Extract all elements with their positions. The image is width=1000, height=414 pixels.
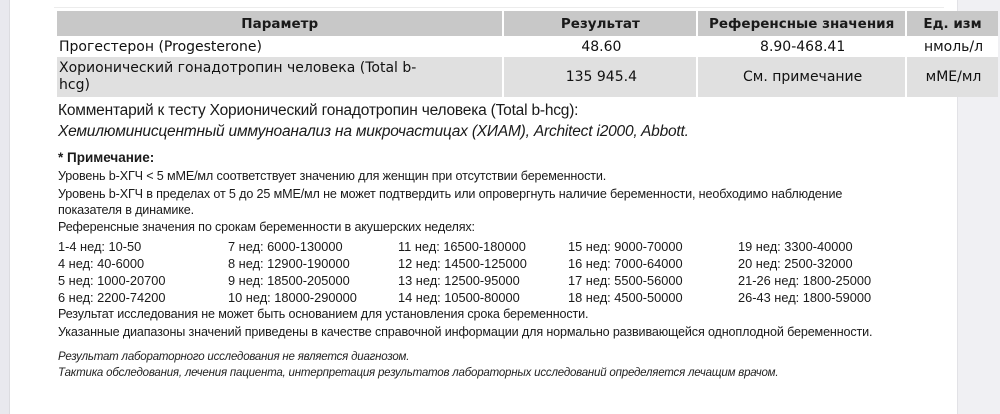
footer-disclaimer: Тактика обследования, лечения пациента, интерпретация результатов лабораторных исследований определяется лечащим врачом. — [58, 367, 779, 379]
table-row — [57, 36, 998, 57]
week-range: 16 нед: 7000-64000 — [568, 256, 683, 271]
week-range: 8 нед: 12900-190000 — [228, 256, 350, 271]
cell-parameter: Хорионический гонадотропин человека (Total b-hcg) — [57, 57, 502, 97]
note-title: * Примечание: — [58, 150, 155, 165]
cell-unit: мМЕ/мл — [907, 57, 998, 97]
week-range: 4 нед: 40-6000 — [58, 256, 145, 271]
left-page-edge — [0, 0, 10, 414]
results-table — [55, 11, 1000, 97]
note-line: Указанные диапазоны значений приведены в качестве справочной информации для нормально развивающейся одноплодной беременности. — [58, 325, 873, 339]
note-line: Результат исследования не может быть основанием для установления срока беременности. — [58, 307, 589, 321]
week-range: 15 нед: 9000-70000 — [568, 239, 683, 254]
header-reference: Референсные значения — [698, 11, 905, 36]
week-range: 20 нед: 2500-32000 — [738, 256, 853, 271]
week-range: 10 нед: 18000-290000 — [228, 290, 357, 305]
week-range: 6 нед: 2200-74200 — [58, 290, 166, 305]
week-range: 12 нед: 14500-125000 — [398, 256, 527, 271]
note-line: Уровень b-ХГЧ в пределах от 5 до 25 мМЕ/мл не может подтвердить или опровергнуть наличие беременности, необходимо наблюдение — [58, 187, 843, 201]
cell-reference: См. примечание — [698, 57, 905, 97]
week-range: 1-4 нед: 10-50 — [58, 239, 142, 254]
week-range: 5 нед: 1000-20700 — [58, 273, 166, 288]
table-row — [57, 57, 998, 97]
cell-result: 48.60 — [504, 36, 696, 57]
week-range: 18 нед: 4500-50000 — [568, 290, 683, 305]
header-unit: Ед. изм — [907, 11, 998, 36]
week-range: 13 нед: 12500-95000 — [398, 273, 520, 288]
header-result: Результат — [504, 11, 696, 36]
footer-disclaimer: Результат лабораторного исследования не является диагнозом. — [58, 351, 410, 363]
test-comment-title: Комментарий к тесту Хорионический гонадотропин человека (Total b-hcg): — [58, 102, 579, 119]
cell-reference: 8.90-468.41 — [698, 36, 905, 57]
week-range: 9 нед: 18500-205000 — [228, 273, 350, 288]
week-range: 11 нед: 16500-180000 — [398, 239, 526, 254]
note-line: Референсные значения по срокам беременности в акушерских неделях: — [58, 220, 475, 234]
week-range: 17 нед: 5500-56000 — [568, 273, 683, 288]
cell-unit: нмоль/л — [907, 36, 998, 57]
cell-parameter: Прогестерон (Progesterone) — [57, 36, 502, 57]
week-range: 26-43 нед: 1800-59000 — [738, 290, 872, 305]
table-header-row — [57, 11, 998, 36]
cell-result: 135 945.4 — [504, 57, 696, 97]
test-method: Хемилюминисцентный иммуноанализ на микрочастицах (ХИАМ), Architect i2000, Abbott. — [58, 123, 689, 140]
top-divider — [54, 7, 944, 8]
week-range: 14 нед: 10500-80000 — [398, 290, 520, 305]
week-range: 19 нед: 3300-40000 — [738, 239, 853, 254]
header-parameter: Параметр — [57, 11, 502, 36]
note-line: показателя в динамике. — [58, 203, 194, 217]
note-line: Уровень b-ХГЧ < 5 мМЕ/мл соответствует значению для женщин при отсутствии беременности. — [58, 169, 607, 183]
week-range: 21-26 нед: 1800-25000 — [738, 273, 872, 288]
week-range: 7 нед: 6000-130000 — [228, 239, 343, 254]
